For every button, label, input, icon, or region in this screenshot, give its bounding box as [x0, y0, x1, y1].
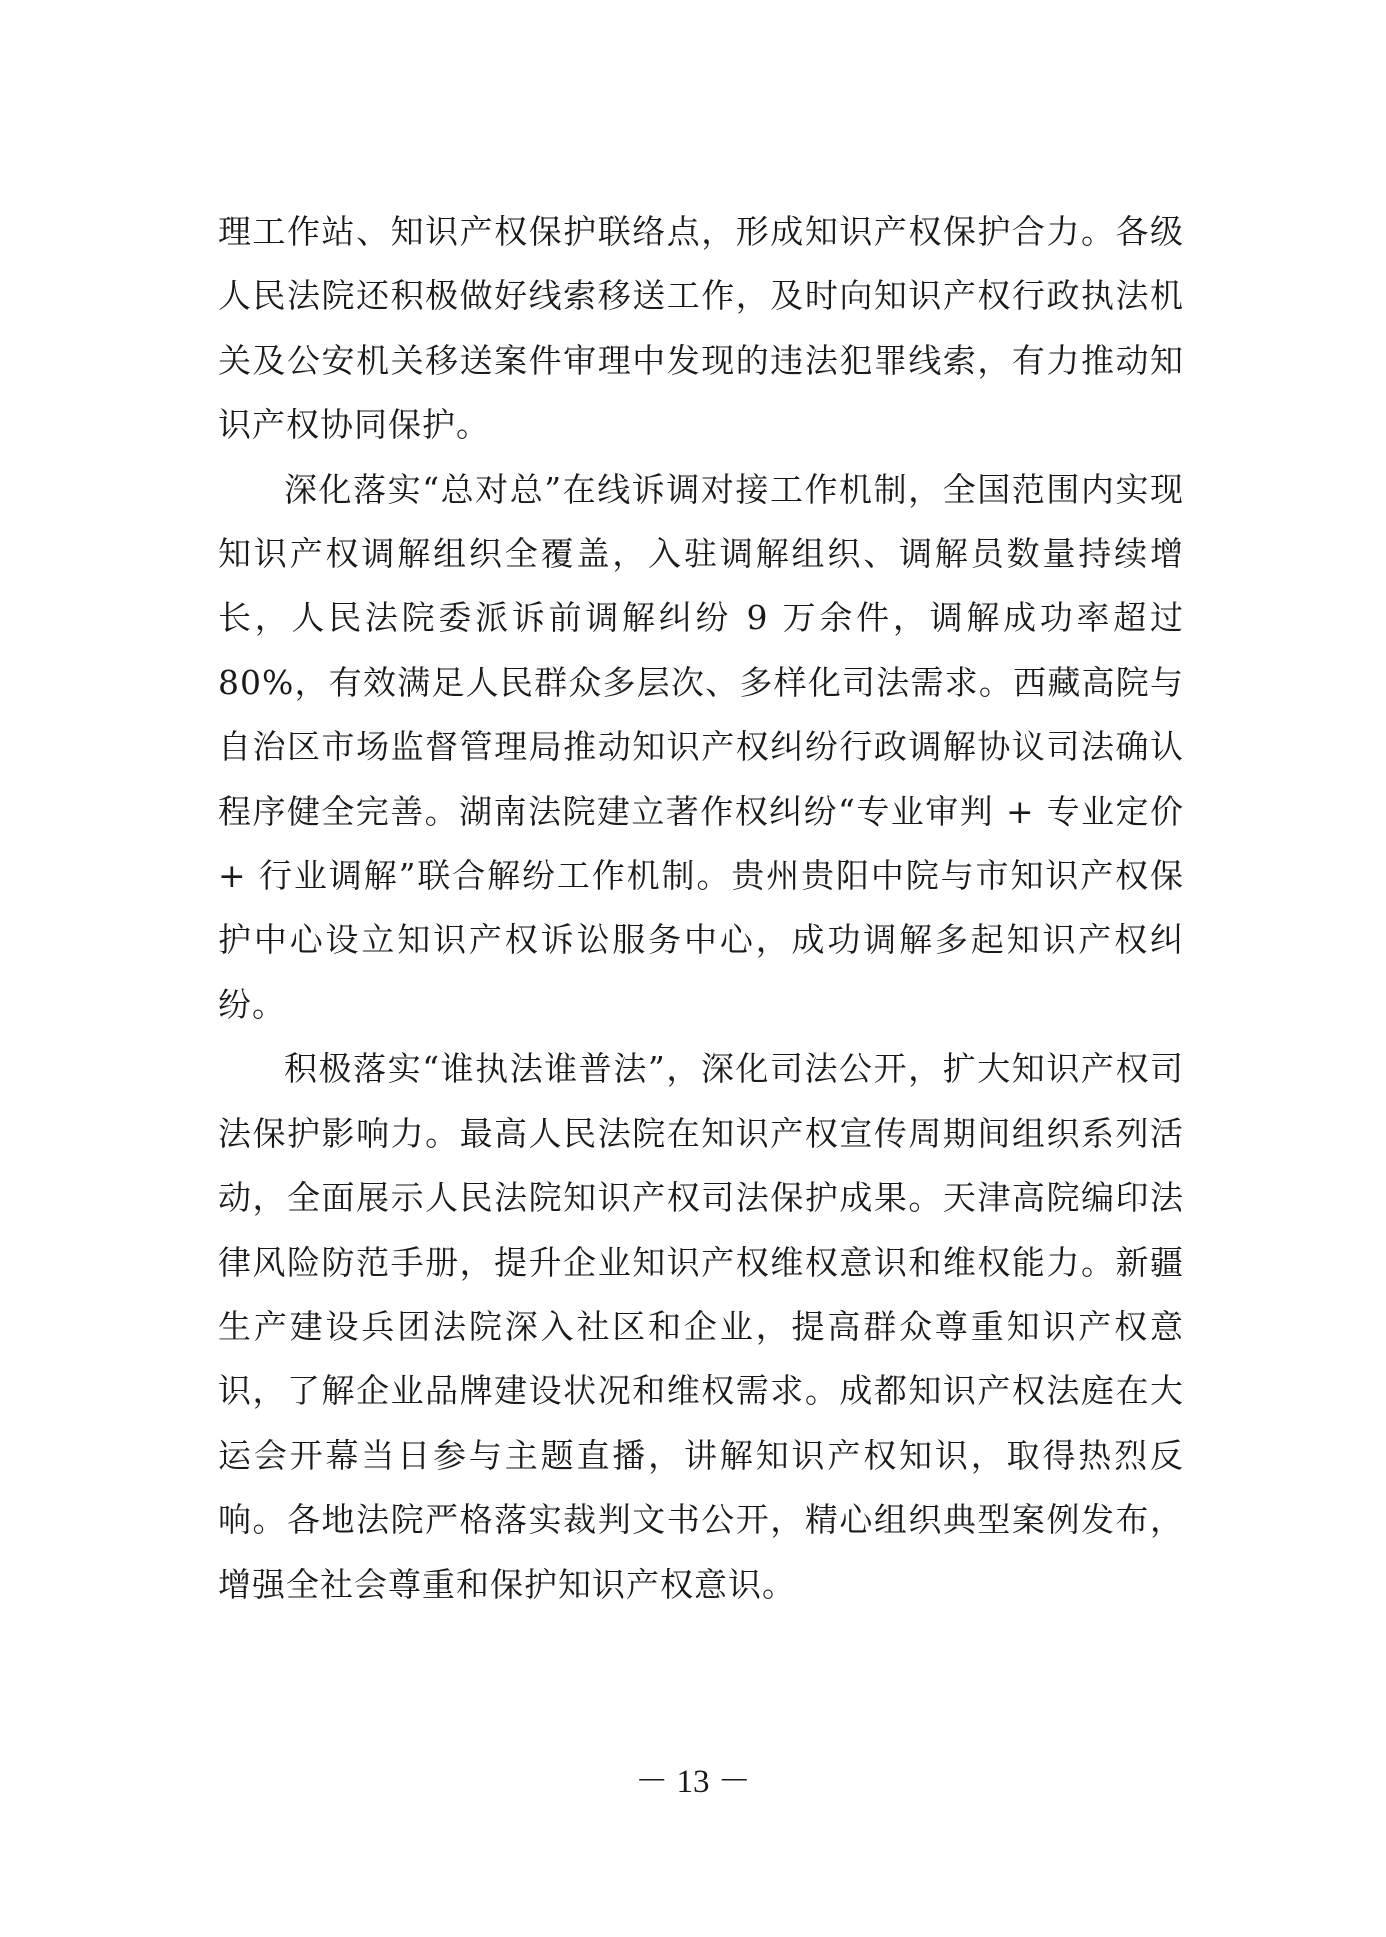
paragraph-3: 积极落实“谁执法谁普法”，深化司法公开，扩大知识产权司法保护影响力。最高人民法院在知识产权宣传周期间组织系列活动，全面展示人民法院知识产权司法保护成果。天津高院编印法律风险防范手册，提升企业知识产权维权意识和维权能力。新疆生产建设兵团法院深入社区和企业，提高群众尊重知识产权意识，了解企业品牌建设状况和维权需求。成都知识产权法庭在大运会开幕当日参与主题直播，讲解知识产权知识，取得热烈反响。各地法院严格落实裁判文书公开，精心组织典型案例发布，增强全社会尊重和保护知识产权意识。 [218, 1049, 1184, 1604]
body-text [218, 200, 1184, 1617]
paragraph-1: 理工作站、知识产权保护联络点，形成知识产权保护合力。各级人民法院还积极做好线索移送工作，及时向知识产权行政执法机关及公安机关移送案件审理中发现的违法犯罪线索，有力推动知识产权协同保护。 [218, 212, 1184, 445]
paragraph-2: 深化落实“总对总”在线诉调对接工作机制，全国范围内实现知识产权调解组织全覆盖，入驻调解组织、调解员数量持续增长，人民法院委派诉前调解纠纷 9 万余件，调解成功率超过 80%，有效满足人民群众多层次、多样化司法需求。西藏高院与自治区市场监督管理局推动知识产权纠纷行政调解协议司法确认程序健全完善。湖南法院建立著作权纠纷“专业审判 + 专业定价 + 行业调解”联合解纷工作机制。贵州贵阳中院与市知识产权保护中心设立知识产权诉讼服务中心，成功调解多起知识产权纠纷。 [218, 469, 1184, 1024]
page-number: － 13 － [635, 1764, 751, 1800]
